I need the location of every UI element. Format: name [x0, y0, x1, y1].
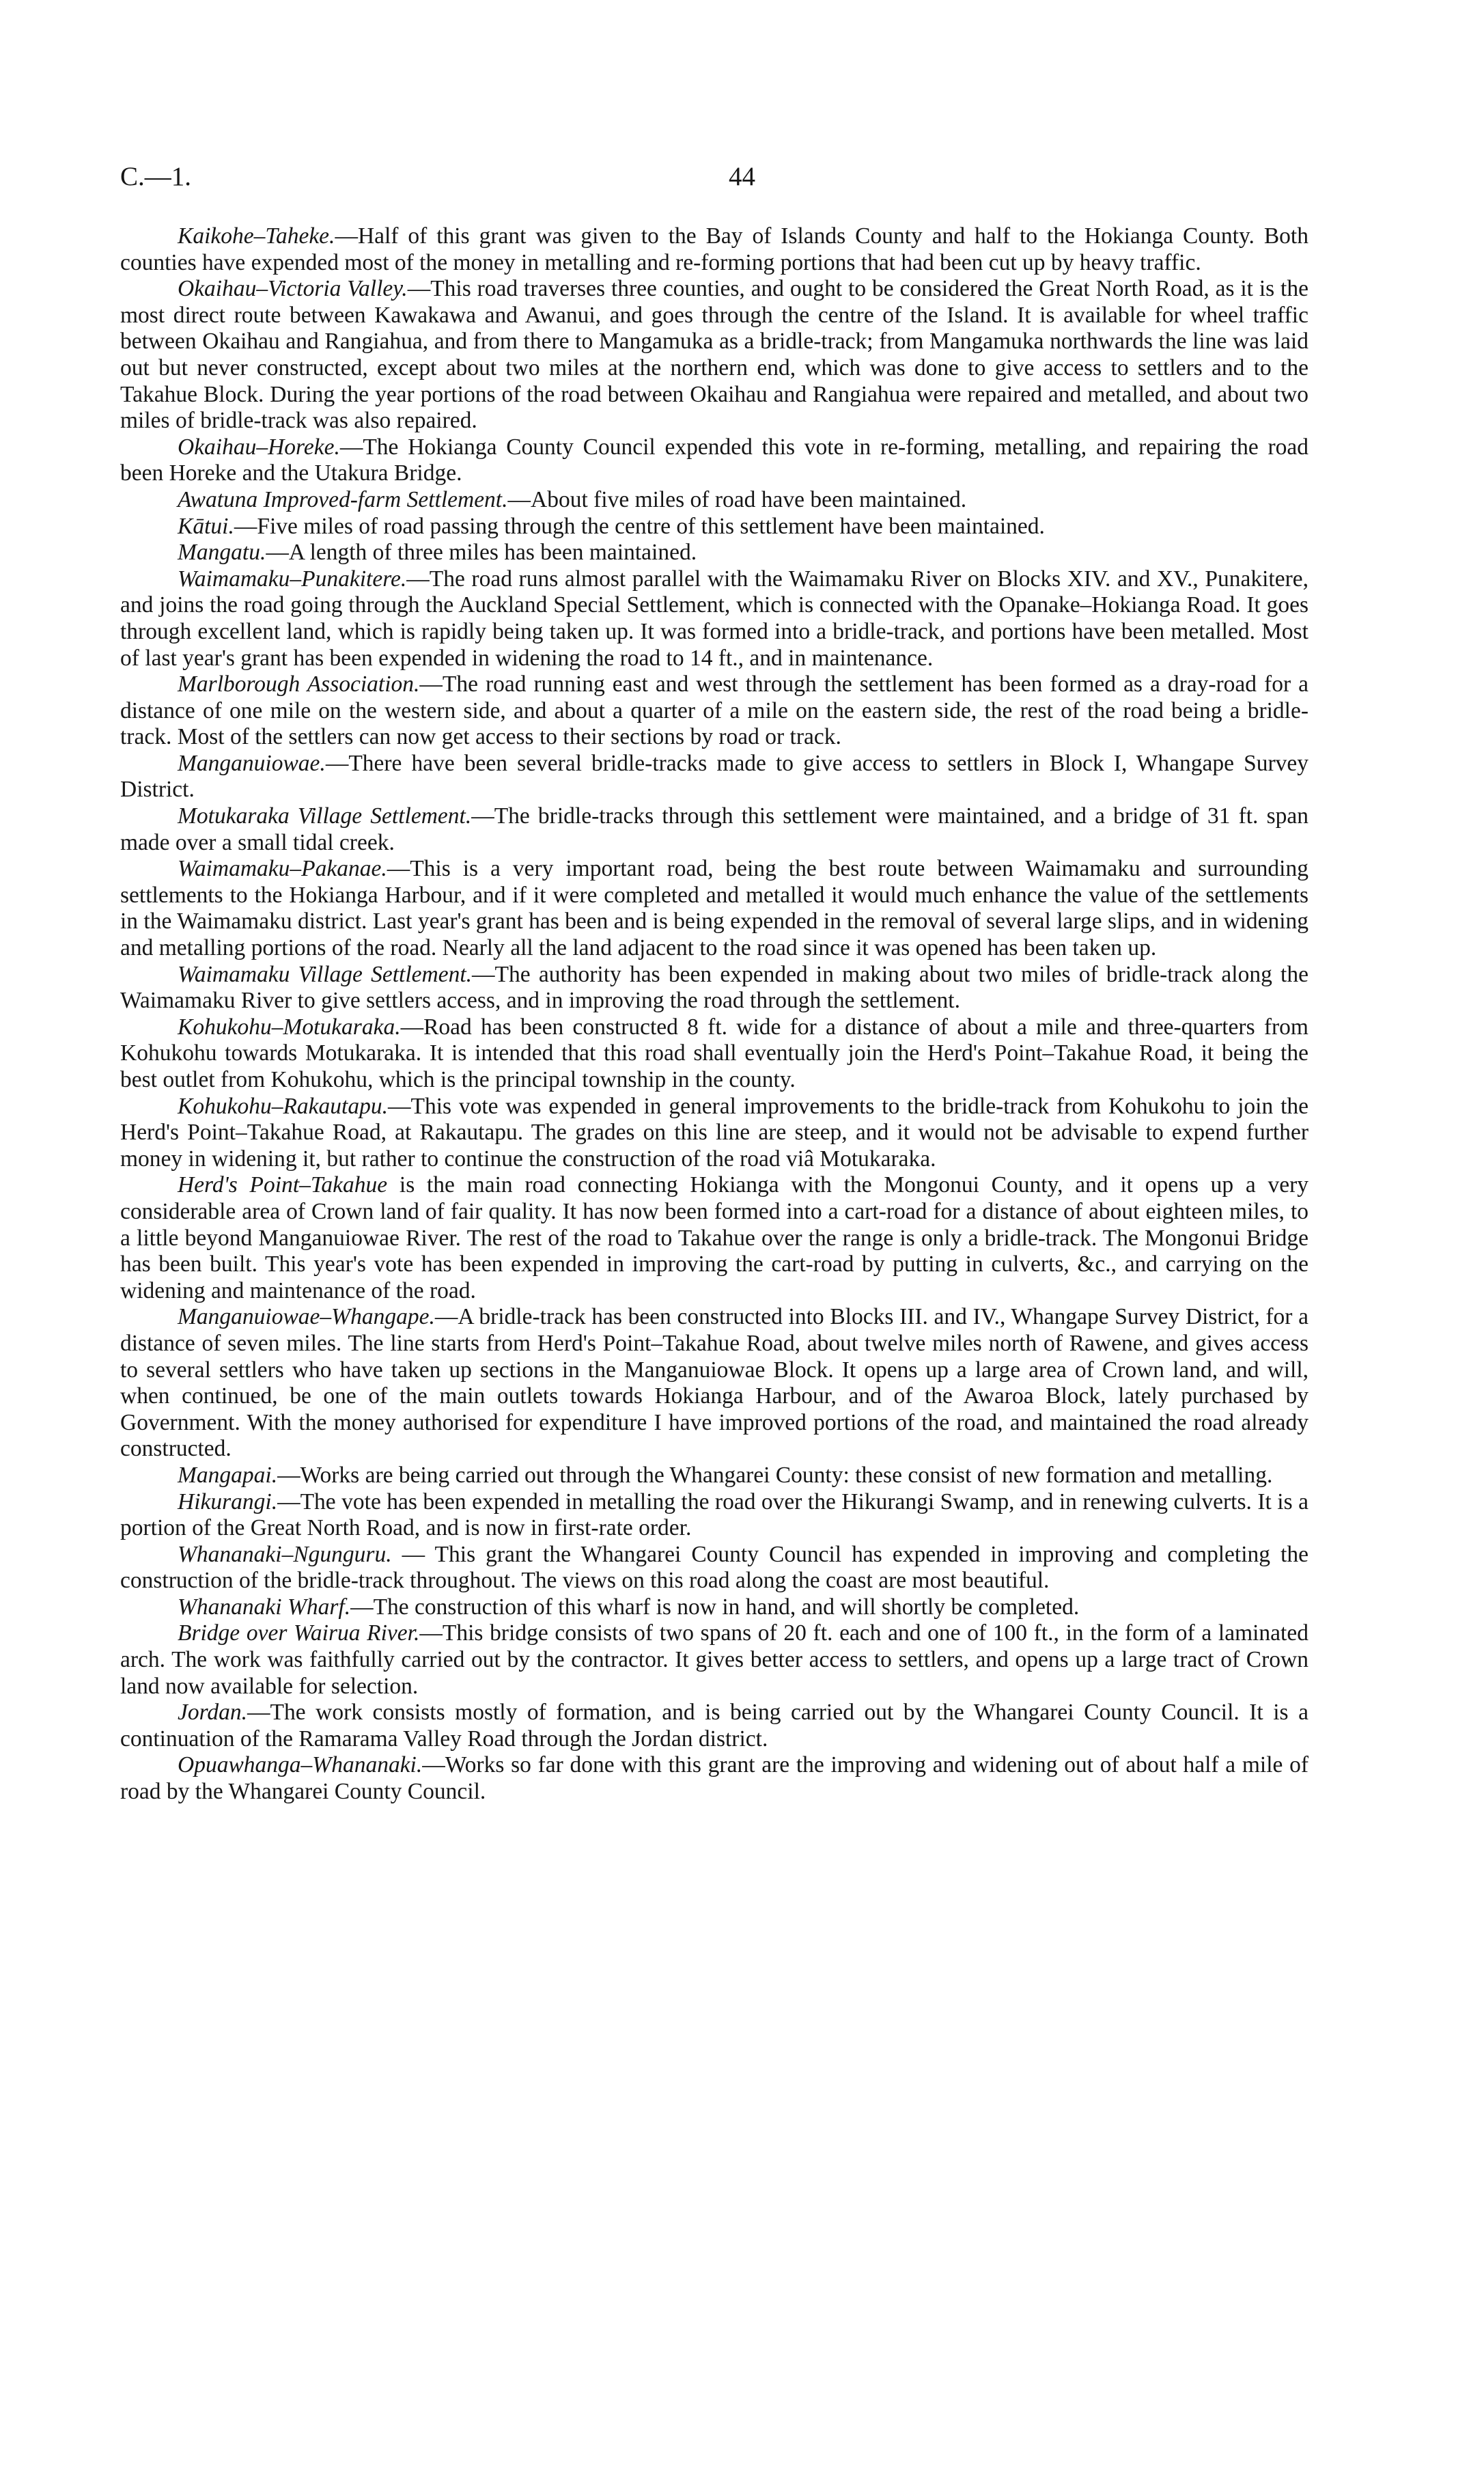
paragraph	[120, 1489, 1308, 1542]
paragraph-title: Whananaki Wharf.	[178, 1594, 351, 1620]
document-body	[120, 223, 1308, 1805]
paragraph	[120, 1752, 1308, 1805]
paragraph	[120, 672, 1308, 751]
paragraph-text: —The bridle-tracks through this settlement were maintained, and a bridge of 31 ft. span made over a small tidal creek.	[120, 803, 1308, 855]
paragraph-text: —This vote was expended in general improvements to the bridle-track from Kohukohu to join the Herd's Point–Takahue Road, at Rakautapu. The grades on this line are steep, and it would not be advisable to expend further money in widening it, but rather to continue the construction of the road viâ Motukaraka.	[120, 1093, 1308, 1172]
paragraph-text: —The work consists mostly of formation, and is being carried out by the Whangarei County Council. It is a continuation of the Ramarama Valley Road through the Jordan district.	[120, 1700, 1308, 1752]
paragraph-title: Waimamaku–Pakanae.	[178, 856, 387, 882]
paragraph-title: Okaihau–Horeke.	[178, 434, 340, 460]
paragraph-text: — This grant the Whangarei County Council has expended in improving and completing the construction of the bridle-track throughout. The views on this road along the coast are most beautiful.	[120, 1541, 1308, 1594]
paragraph	[120, 1304, 1308, 1463]
paragraph-text: —The construction of this wharf is now in hand, and will shortly be completed.	[350, 1594, 1080, 1620]
paragraph	[120, 223, 1308, 276]
paragraph-title: Waimamaku–Punakitere.	[178, 566, 407, 592]
page-identifier: C.—1.	[120, 162, 192, 191]
paragraph-text: —This is a very important road, being the best route between Waimamaku and surrounding settlements to the Hokianga Harbour, and if it were completed and metalled it would much enhance the value of the settlements in the Waimamaku district. Last year's grant has been and is being expended in the removal of several large slips, and in widening and metalling portions of the road. Nearly all the land adjacent to the road since it was opened has been taken up.	[120, 856, 1308, 961]
paragraph-text: —The road running east and west through the settlement has been formed as a dray-road for a distance of one mile on the western side, and about a quarter of a mile on the eastern side, the rest of the road being a bridle-track. Most of the settlers can now get access to their sections by road or track.	[120, 672, 1308, 750]
paragraph-title: Manganuiowae–Whangape.	[178, 1304, 435, 1330]
paragraph-text: —The road runs almost parallel with the Waimamaku River on Blocks XIV. and XV., Punakitere, and joins the road going through the Auckland Special Settlement, which is connected with the Opanake–Hokianga Road. It goes through excellent land, which is rapidly being taken up. It was formed into a bridle-track, and portions have been metalled. Most of last year's grant has been expended in widening the road to 14 ft., and in maintenance.	[120, 566, 1308, 671]
paragraph-title: Mangapai.	[178, 1462, 278, 1488]
paragraph	[120, 540, 1308, 566]
paragraph-text: —This road traverses three counties, and ought to be considered the Great North Road, as it is the most direct route between Kawakawa and Awanui, and goes through the centre of the Island. It is available for wheel traffic between Okaihau and Rangiahua, and from there to Mangamuka as a bridle-track; from Mangamuka northwards the line was laid out but never constructed, except about two miles at the northern end, which was done to give access to settlers and to the Takahue Block. During the year portions of the road between Okaihau and Rangiahua were repaired and metalled, and about two miles of bridle-track was also repaired.	[120, 276, 1308, 434]
paragraph-text: —The Hokianga County Council expended this vote in re-forming, metalling, and repairing the road been Horeke and the Utakura Bridge.	[120, 434, 1308, 486]
paragraph-title: Mangatu.	[178, 540, 266, 566]
paragraph-title: Manganuiowae.	[178, 750, 326, 776]
paragraph	[120, 434, 1308, 487]
paragraph-title: Jordan.	[178, 1700, 248, 1726]
paragraph-title: Hikurangi.	[178, 1489, 278, 1514]
paragraph-text: —Works are being carried out through the Whangarei County: these consist of new formation and metalling.	[277, 1462, 1273, 1488]
page-header	[120, 161, 1364, 202]
paragraph-text: —A length of three miles has been maintained.	[266, 540, 697, 566]
paragraph-text: —This bridge consists of two spans of 20 ft. each and one of 100 ft., in the form of a laminated arch. The work was faithfully carried out by the contractor. It gives better access to settlers, and opens up a large tract of Crown land now available for selection.	[120, 1620, 1308, 1699]
paragraph	[120, 1172, 1308, 1304]
paragraph-text: —The authority has been expended in making about two miles of bridle-track along the Waimamaku River to give settlers access, and in improving the road through the settlement.	[120, 961, 1308, 1014]
paragraph-text: —Half of this grant was given to the Bay of Islands County and half to the Hokianga County. Both counties have expended most of the money in metalling and re-forming portions that had been cut up by heavy traffic.	[120, 223, 1308, 275]
paragraph	[120, 487, 1308, 514]
paragraph-text: —Five miles of road passing through the centre of this settlement have been maintained.	[234, 513, 1045, 539]
paragraph	[120, 1014, 1308, 1094]
paragraph-title: Awatuna Improved-farm Settlement.	[178, 486, 508, 512]
paragraph	[120, 1700, 1308, 1752]
paragraph-text: —There have been several bridle-tracks made to give access to settlers in Block I, Whangape Survey District.	[120, 750, 1308, 803]
paragraph-text: is the main road connecting Hokianga with the Mongonui County, and it opens up a very considerable area of Crown land of fair quality. It has now been formed into a cart-road for a distance of about eighteen miles, to a little beyond Manganuiowae River. The rest of the road to Takahue over the range is only a bridle-track. The Mongonui Bridge has been built. This year's vote has been expended in improving the cart-road by putting in culverts, &c., and carrying on the widening and maintenance of the road.	[120, 1172, 1308, 1303]
paragraph-title: Kohukohu–Motukaraka.	[178, 1014, 401, 1040]
paragraph-text: —A bridle-track has been constructed into Blocks III. and IV., Whangape Survey District, for a distance of seven miles. The line starts from Herd's Point–Takahue Road, about twelve miles north of Rawene, and gives access to several settlers who have taken up sections in the Manganuiowae Block. It opens up a large area of Crown land, and will, when continued, be one of the main outlets towards Hokianga Harbour, and of the Awaroa Block, lately purchased by Government. With the money authorised for expenditure I have improved portions of the road, and maintained the road already constructed.	[120, 1304, 1308, 1462]
paragraph-title: Kātui.	[178, 513, 234, 539]
paragraph-title: Kaikohe–Taheke.	[178, 223, 335, 249]
paragraph	[120, 1620, 1308, 1700]
paragraph	[120, 751, 1308, 803]
paragraph	[120, 1463, 1308, 1489]
paragraph-text: —Works so far done with this grant are the improving and widening out of about half a mile of road by the Whangarei County Council.	[120, 1752, 1308, 1805]
paragraph-text: —About five miles of road have been maintained.	[507, 486, 967, 512]
paragraph-title: Bridge over Wairua River.	[178, 1620, 420, 1646]
paragraph-title: Whananaki–Ngunguru.	[178, 1541, 392, 1567]
paragraph-title: Waimamaku Village Settlement.	[178, 961, 473, 987]
paragraph-title: Kohukohu–Rakautapu.	[178, 1093, 388, 1119]
paragraph-title: Marlborough Association.	[178, 672, 420, 697]
paragraph	[120, 1094, 1308, 1173]
paragraph-text: —Road has been constructed 8 ft. wide for a distance of about a mile and three-quarters from Kohukohu towards Motukaraka. It is intended that this road shall eventually join the Herd's Point–Takahue Road, it being the best outlet from Kohukohu, which is the principal township in the county.	[120, 1014, 1308, 1092]
paragraph-title: Herd's Point–Takahue	[178, 1172, 388, 1198]
paragraph-text: —The vote has been expended in metalling the road over the Hikurangi Swamp, and in renewing culverts. It is a portion of the Great North Road, and is now in first-rate order.	[120, 1489, 1308, 1541]
paragraph-title: Motukaraka Village Settlement.	[178, 803, 472, 829]
paragraph	[120, 856, 1308, 961]
paragraph-title: Opuawhanga–Whananaki.	[178, 1752, 423, 1778]
paragraph	[120, 1594, 1308, 1621]
paragraph	[120, 514, 1308, 540]
page-number: 44	[729, 162, 755, 191]
paragraph	[120, 276, 1308, 434]
paragraph	[120, 803, 1308, 856]
paragraph-title: Okaihau–Victoria Valley.	[178, 276, 408, 302]
paragraph	[120, 962, 1308, 1014]
paragraph	[120, 566, 1308, 672]
paragraph	[120, 1542, 1308, 1594]
